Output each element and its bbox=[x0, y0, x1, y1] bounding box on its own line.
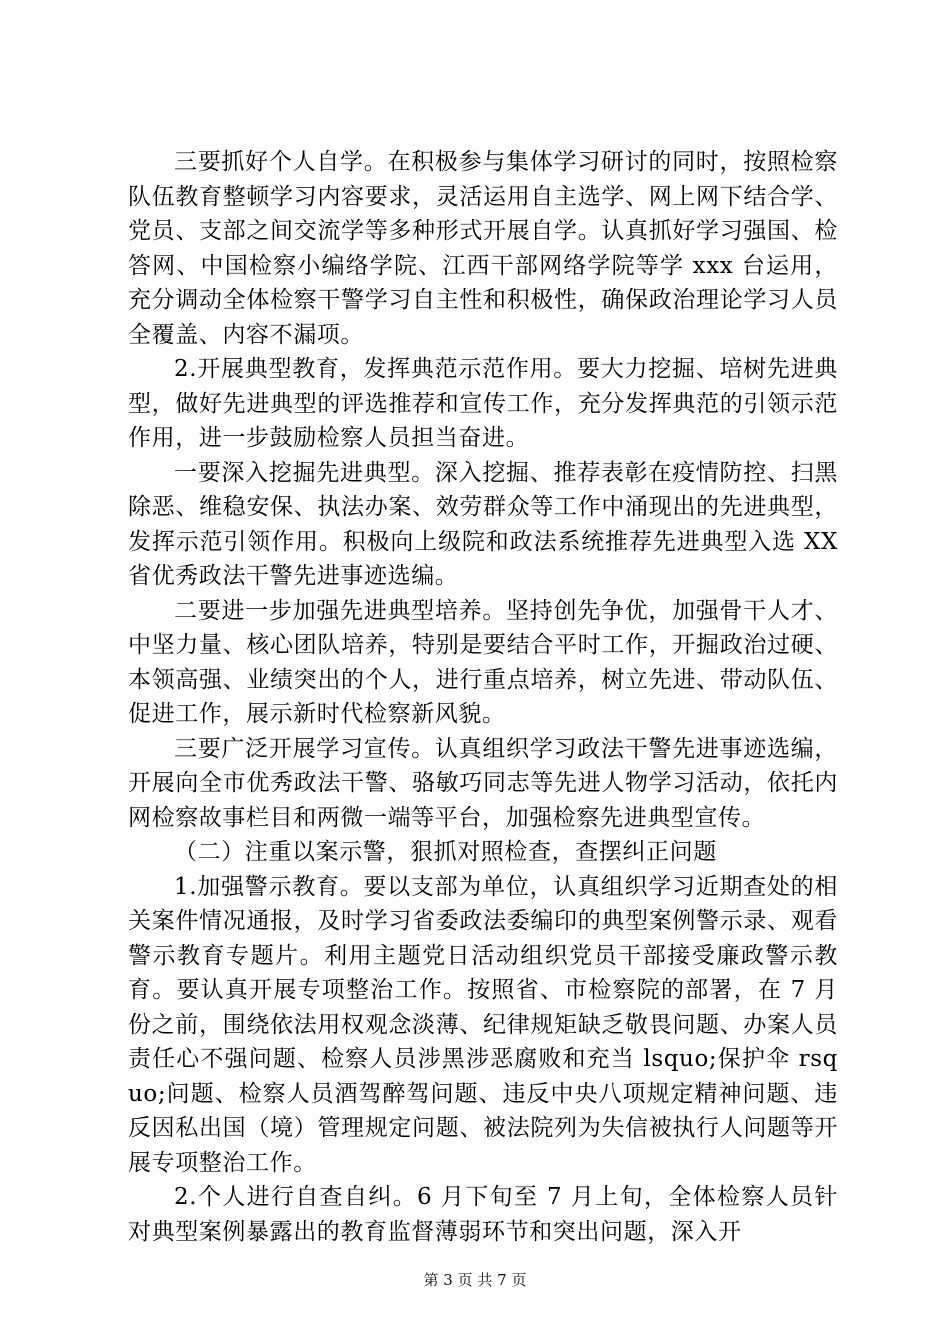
paragraph-self-inspection: 2.个人进行自查自纠。6 月下旬至 7 月上旬，全体检察人员针对典型案例暴露出的教育监督薄弱环节和突出问题，深入开 bbox=[128, 1184, 838, 1245]
paragraph-cultivate-models: 二要进一步加强先进典型培养。坚持创先争优，加强骨干人才、中坚力量、核心团队培养，特别是要结合平时工作，开掘政治过硬、本领高强、业绩突出的个人，进行重点培养，树立先进、带动队伍、促进工作，展示新时代检察新风貌。 bbox=[128, 597, 838, 727]
paragraph-warning-education: 1.加强警示教育。要以支部为单位，认真组织学习近期查处的相关案件情况通报，及时学习省委政法委编印的典型案例警示录、观看警示教育专题片。利用主题党日活动组织党员干部接受廉政警示教育。要认真开展专项整治工作。按照省、市检察院的部署，在 7 月份之前，围绕依法用权观念淡薄、纪律规矩缺乏敬畏问题、办案人员责任心不强问题、检察人员涉黑涉恶腐败和充当 lsquo;保护伞 rsquo;问题、检察人员酒驾醉驾问题、违反中央八项规定精神问题、违反因私出国（境）管理规定问题、被法院列为失信被执行人问题等开展专项整治工作。 bbox=[128, 873, 838, 1176]
paragraph-dig-models: 一要深入挖掘先进典型。深入挖掘、推荐表彰在疫情防控、扫黑除恶、维稳安保、执法办案、效劳群众等工作中涌现出的先进典型，发挥示范引领作用。积极向上级院和政法系统推荐先进典型入选 XX 省优秀政法干警先进事迹选编。 bbox=[128, 459, 838, 589]
paragraph-typical-education: 2.开展典型教育，发挥典范示范作用。要大力挖掘、培树先进典型，做好先进典型的评选推荐和宣传工作，充分发挥典范的引领示范作用，进一步鼓励检察人员担当奋进。 bbox=[128, 356, 838, 451]
document-body bbox=[128, 145, 838, 1249]
paragraph-self-study: 三要抓好个人自学。在积极参与集体学习研讨的同时，按照检察队伍教育整顿学习内容要求，灵活运用自主选学、网上网下结合学、党员、支部之间交流学等多种形式开展自学。认真抓好学习强国、检答网、中国检察小编络学院、江西干部网络学院等学 xxx 台运用，充分调动全体检察干警学习自主性和积极性，确保政治理论学习人员全覆盖、内容不漏项。 bbox=[128, 149, 838, 348]
section-heading-warning: （二）注重以案示警，狠抓对照检查，查摆纠正问题 bbox=[174, 839, 717, 865]
page-number-footer: 第 3 页 共 7 页 bbox=[423, 1271, 527, 1289]
paragraph-publicity: 三要广泛开展学习宣传。认真组织学习政法干警先进事迹选编，开展向全市优秀政法干警、骆敏巧同志等先进人物学习活动，依托内网检察故事栏目和两微一端等平台，加强检察先进典型宣传。 bbox=[128, 735, 838, 831]
